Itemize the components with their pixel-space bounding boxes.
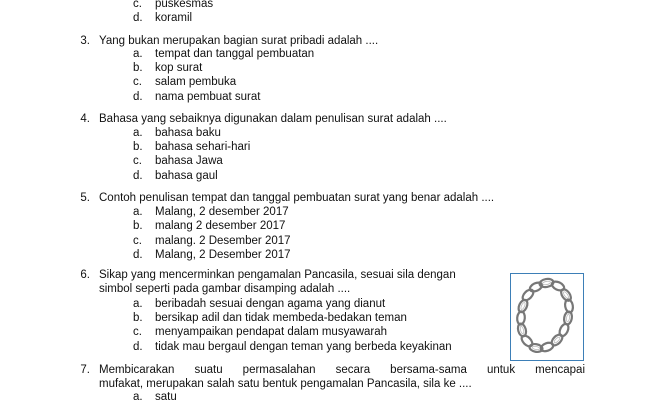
q6-option-c-letter: c. [133,326,142,338]
q4-option-d-letter: d. [133,170,143,182]
q3-number: 3. [80,35,90,47]
q5-option-d-letter: d. [133,249,143,261]
q6-option-a-text: beribadah sesuai dengan agama yang dianut [155,298,386,310]
q5-option-c-letter: c. [133,235,142,247]
q3-option-d-letter: d. [133,91,143,103]
q7-question-line1: Membicarakan suatu permasalahan secara bersama-sama untuk mencapai [99,364,585,376]
q3-option-c-text: salam pembuka [155,76,237,88]
q6-option-b-text: bersikap adil dan tidak membeda-bedakan teman [155,312,407,324]
q2-option-d-letter: d. [133,12,143,24]
q6-number: 6. [80,269,90,281]
q5-option-b-text: malang 2 desember 2017 [155,220,286,232]
chain-ring-icon [511,274,582,359]
q6-option-b-letter: b. [133,312,143,324]
q2-option-d-text: koramil [155,12,193,24]
q3-option-d-text: nama pembuat surat [155,91,261,103]
q2-option-c-text: puskesmas [155,0,214,10]
q7-option-a-letter: a. [133,391,143,403]
q3-option-b-text: kop surat [155,62,203,74]
q5-option-a-text: Malang, 2 desember 2017 [155,206,289,218]
q5-option-a-letter: a. [133,206,143,218]
q6-option-d-text: tidak mau bergaul dengan teman yang berbeda keyakinan [155,341,452,353]
q4-option-c-text: bahasa Jawa [155,155,223,167]
q5-option-d-text: Malang, 2 Desember 2017 [155,249,291,261]
q3-option-a-text: tempat dan tanggal pembuatan [155,48,315,60]
q3-option-b-letter: b. [133,62,143,74]
q4-option-b-letter: b. [133,141,143,153]
q5-option-c-text: malang. 2 Desember 2017 [155,235,291,247]
q4-option-a-text: bahasa baku [155,127,221,139]
q4-option-a-letter: a. [133,127,143,139]
q4-option-c-letter: c. [133,155,142,167]
q6-option-a-letter: a. [133,298,143,310]
q6-option-d-letter: d. [133,341,143,353]
q7-option-a-text: satu [155,391,177,403]
q7-option-a-clip [133,390,210,403]
q6-question-line1: Sikap yang mencerminkan pengamalan Pancasila, sesuai sila dengan [99,269,456,281]
q6-question-line2: simbol seperti pada gambar disamping adalah .... [99,283,351,295]
q4-option-d-text: bahasa gaul [155,170,218,182]
q4-question: Bahasa yang sebaiknya digunakan dalam penulisan surat adalah .... [99,113,447,125]
q7-question-line2: mufakat, merupakan salah satu bentuk pengamalan Pancasila, sila ke .... [99,378,472,390]
q5-option-b-letter: b. [133,220,143,232]
q5-number: 5. [80,192,90,204]
q6-option-c-text: menyampaikan pendapat dalam musyawarah [155,326,388,338]
q6-picture-frame [510,273,584,361]
q2-option-c-letter: c. [133,0,142,10]
q7-number: 7. [80,364,90,376]
q3-option-a-letter: a. [133,48,143,60]
q5-question: Contoh penulisan tempat dan tanggal pembuatan surat yang benar adalah .... [99,192,495,204]
q4-option-b-text: bahasa sehari-hari [155,141,251,153]
q3-question: Yang bukan merupakan bagian surat pribadi adalah .... [99,35,379,47]
q4-number: 4. [80,113,90,125]
q3-option-c-letter: c. [133,76,142,88]
